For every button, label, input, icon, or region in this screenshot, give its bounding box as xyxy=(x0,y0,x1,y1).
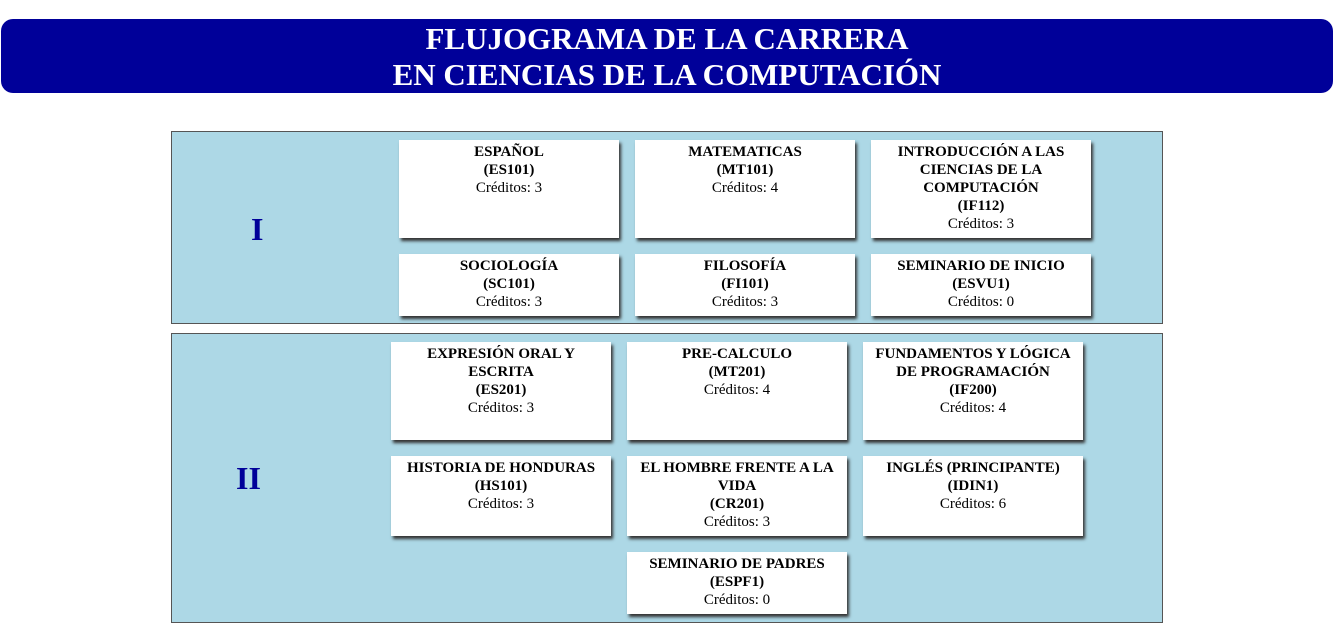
course-credits: Créditos: 0 xyxy=(703,592,771,608)
course-code: (CR201) xyxy=(709,496,765,512)
course-name: INTRODUCCIÓN A LAS CIENCIAS DE LA COMPUTACIÓN xyxy=(897,144,1065,196)
course-card-fi101[interactable] xyxy=(635,254,855,316)
course-card-mt201[interactable] xyxy=(627,342,847,440)
semester-label: II xyxy=(236,460,261,496)
course-code: (ES201) xyxy=(475,382,527,398)
course-code: (MT101) xyxy=(716,162,774,178)
course-card-mt101[interactable] xyxy=(635,140,855,238)
course-name: FUNDAMENTOS Y LÓGICA DE PROGRAMACIÓN xyxy=(875,346,1071,380)
course-code: (ESVU1) xyxy=(952,276,1010,292)
course-name: FILOSOFÍA xyxy=(703,258,787,274)
page-title xyxy=(1,19,1333,93)
semester-block-2 xyxy=(171,333,1163,623)
course-name: SEMINARIO DE INICIO xyxy=(897,258,1065,274)
course-code: (ESPF1) xyxy=(709,574,765,590)
semester-block-1 xyxy=(171,131,1163,324)
course-name: MATEMATICAS xyxy=(688,144,802,160)
course-credits: Créditos: 6 xyxy=(939,496,1007,512)
course-code: (ES101) xyxy=(483,162,535,178)
course-credits: Créditos: 3 xyxy=(467,400,535,416)
course-card-if112[interactable] xyxy=(871,140,1091,238)
course-card-es101[interactable] xyxy=(399,140,619,238)
course-name: ESPAÑOL xyxy=(474,144,544,160)
course-name: PRE-CALCULO xyxy=(681,346,792,362)
course-code: (HS101) xyxy=(474,478,528,494)
course-name: SEMINARIO DE PADRES xyxy=(649,556,825,572)
course-name: HISTORIA DE HONDURAS xyxy=(406,460,596,476)
course-credits: Créditos: 3 xyxy=(711,294,779,310)
course-credits: Créditos: 4 xyxy=(703,382,771,398)
course-card-espf1[interactable] xyxy=(627,552,847,614)
course-card-sc101[interactable] xyxy=(399,254,619,316)
course-credits: Créditos: 3 xyxy=(703,514,771,530)
course-credits: Créditos: 4 xyxy=(711,180,779,196)
page-title-line-2: EN CIENCIAS DE LA COMPUTACIÓN xyxy=(392,57,942,92)
course-name: SOCIOLOGÍA xyxy=(459,258,559,274)
course-card-idin1[interactable] xyxy=(863,456,1083,536)
course-code: (MT201) xyxy=(708,364,766,380)
semester-label: I xyxy=(251,211,264,247)
course-card-if200[interactable] xyxy=(863,342,1083,440)
course-name: EXPRESIÓN ORAL Y ESCRITA xyxy=(427,346,575,380)
course-credits: Créditos: 3 xyxy=(475,180,543,196)
course-credits: Créditos: 0 xyxy=(947,294,1015,310)
course-code: (SC101) xyxy=(483,276,535,292)
course-code: (IF200) xyxy=(949,382,997,398)
course-card-esvu1[interactable] xyxy=(871,254,1091,316)
course-credits: Créditos: 3 xyxy=(475,294,543,310)
course-name: INGLÉS (PRINCIPANTE) xyxy=(886,460,1060,476)
course-card-hs101[interactable] xyxy=(391,456,611,536)
course-code: (FI101) xyxy=(721,276,769,292)
page-title-line-1: FLUJOGRAMA DE LA CARRERA xyxy=(425,21,909,56)
course-credits: Créditos: 3 xyxy=(467,496,535,512)
course-credits: Créditos: 4 xyxy=(939,400,1007,416)
course-card-es201[interactable] xyxy=(391,342,611,440)
course-code: (IDIN1) xyxy=(947,478,999,494)
course-card-cr201[interactable] xyxy=(627,456,847,536)
course-credits: Créditos: 3 xyxy=(947,216,1015,232)
course-code: (IF112) xyxy=(957,198,1005,214)
course-name: EL HOMBRE FRENTE A LA VIDA xyxy=(640,460,834,494)
